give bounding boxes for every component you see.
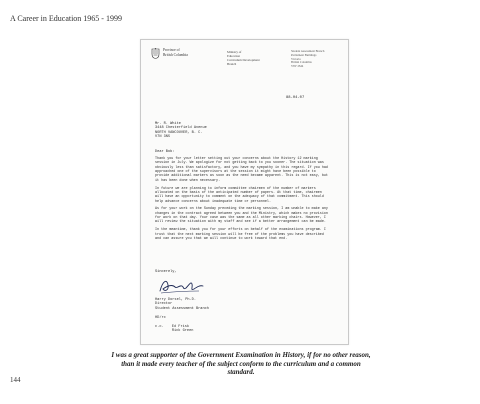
signer-name: Harry Dorsel, Ph.D. — [155, 298, 196, 302]
letterhead-right-line: Parliament Buildings — [291, 52, 317, 57]
letterhead-left — [151, 48, 211, 57]
letter-scan — [140, 39, 349, 345]
letterhead-mid-line: Education — [227, 54, 240, 58]
salutation: Dear Bob: — [155, 150, 175, 154]
signer-branch: Student Assessment Branch — [155, 306, 209, 311]
recipient-line: 3448 Chesterfield Avenue — [155, 126, 207, 131]
page-header-title: A Career in Education 1965 - 1999 — [10, 14, 122, 23]
letter-body — [155, 157, 331, 245]
body-paragraph: As for your work on the Sunday preceding the marking session, I am unable to make any changes in the contract agreed between you and the Ministry, which makes no provision for work on that day. Your case was the same as all other marking chairs. However, I will review the situation with my staff and see if a better arrangement can be made. — [155, 207, 328, 225]
recipient-line: NORTH VANCOUVER, B. C. — [155, 130, 203, 135]
letterhead-mid-line: Curriculum Development — [227, 58, 260, 62]
letterhead-mid-line: Ministry of — [227, 50, 242, 54]
cc-name: Rick Green — [171, 329, 194, 334]
page-number: 144 — [10, 376, 21, 384]
letterhead-right-line: V8V 2M4 — [291, 64, 304, 69]
typist-initials: HD/rc — [155, 316, 166, 320]
carbon-copy — [155, 325, 193, 334]
cc-name: Ed Frisk — [171, 325, 190, 329]
signer-title: Director — [155, 302, 173, 307]
letter-date: 88-04-07 — [286, 96, 305, 100]
letterhead-right-line: Student Assessment Branch — [291, 49, 325, 53]
cc-label: c.c. — [155, 325, 164, 329]
recipient-line: V7N 3N5 — [155, 135, 171, 140]
letterhead-right-line: Victoria — [291, 56, 301, 61]
signature-block — [155, 298, 209, 311]
closing: Sincerely, — [155, 270, 177, 274]
recipient-address — [155, 122, 207, 140]
letterhead-mid-line: Branch — [227, 62, 237, 66]
body-paragraph: Thank you for your letter setting out your concerns about the History 12 marking session in July. We apologize for not getting back to you sooner. The situation was obviously less than satisfactory, and you have my sympathy in this regard. If you had approached one of the supervisors at the session it might have been possible to provide additional markers as soon as the need became apparent. This is not easy, but it has been done when necessary. — [155, 157, 328, 183]
handwritten-signature — [157, 276, 205, 296]
letterhead-right-line: British Columbia — [291, 60, 312, 65]
body-paragraph: In future we are planning to inform committee chairmen of the number of markers allocated on the basis of the anticipated number of papers. At that time, chairmen will have an opportunity to comment on the adequacy of that commitment. This should help advance concerns about inadequate time or personnel. — [155, 186, 324, 204]
figure-caption: I was a great supporter of the Government Examination in History, if for no other reason, than it made every teacher of the subject conform to the curriculum and a common standard. — [111, 351, 371, 376]
letterhead-left-line: Province of — [163, 48, 180, 52]
letterhead-right — [291, 50, 343, 69]
province-crest-icon — [151, 48, 160, 59]
recipient-line: Mr. R. White — [155, 122, 181, 126]
letterhead-left-line: British Columbia — [163, 52, 188, 57]
letterhead-middle — [227, 50, 267, 66]
body-paragraph: In the meantime, thank you for your efforts on behalf of the examinations program. I trust that the next marking session will be free of the problems you have described and can assure you that we will continue to work toward that end. — [155, 228, 326, 241]
